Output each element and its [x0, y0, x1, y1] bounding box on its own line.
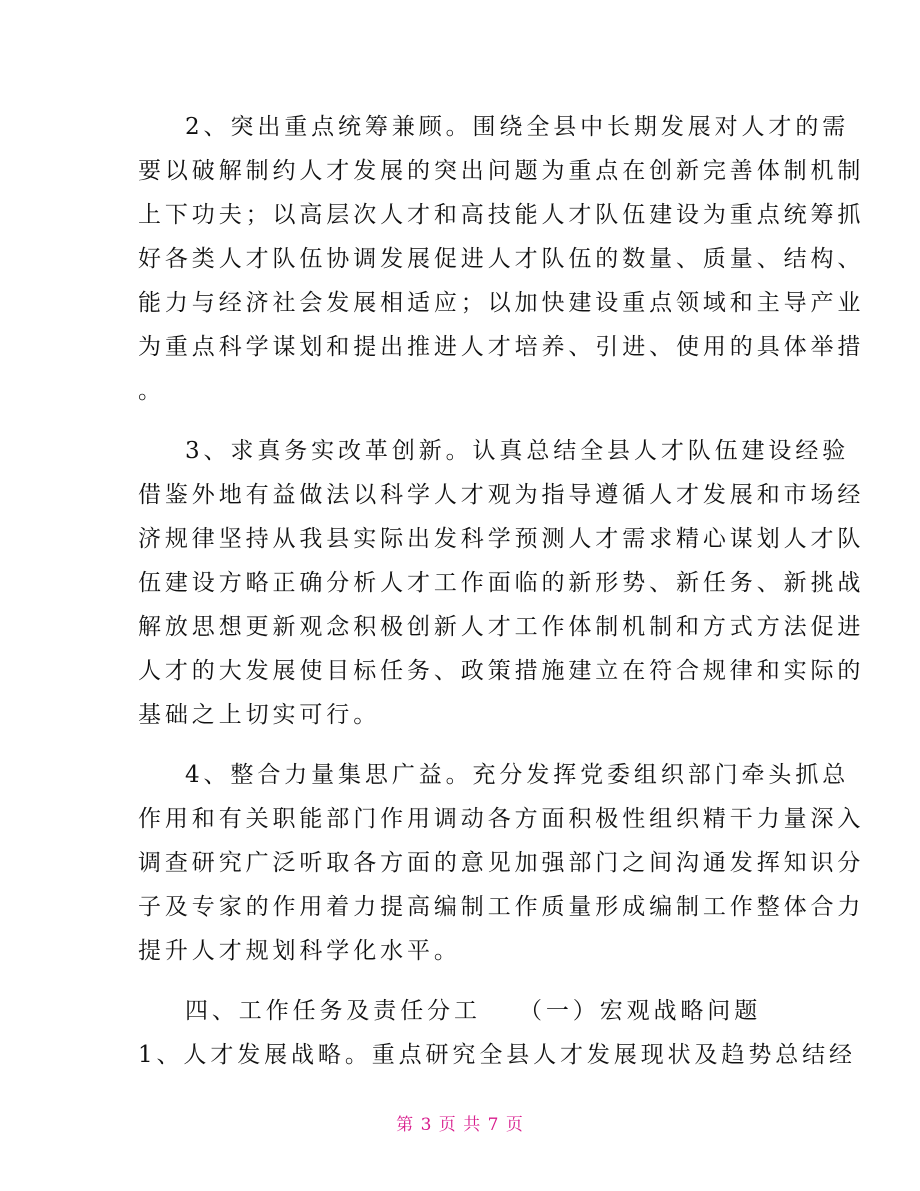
paragraph-line: 调查研究广泛听取各方面的意见加强部门之间沟通发挥知识分 — [138, 850, 865, 876]
paragraph-line: 为重点科学谋划和提出推进人才培养、引进、使用的具体举措 — [138, 334, 865, 360]
paragraph-line: 能力与经济社会发展相适应；以加快建设重点领域和主导产业 — [138, 290, 865, 316]
paragraph-line: 提升人才规划科学化水平。 — [138, 938, 461, 964]
paragraph-line: 。 — [138, 378, 165, 404]
paragraph-line: 解放思想更新观念积极创新人才工作体制机制和方式方法促进 — [138, 614, 865, 640]
paragraph-line: 借鉴外地有益做法以科学人才观为指导遵循人才发展和市场经 — [138, 482, 865, 508]
paragraph-line: 人才的大发展使目标任务、政策措施建立在符合规律和实际的 — [138, 658, 865, 684]
paragraph-line: 作用和有关职能部门作用调动各方面积极性组织精干力量深入 — [138, 806, 865, 832]
paragraph-line: 上下功夫；以高层次人才和高技能人才队伍建设为重点统筹抓 — [138, 202, 865, 228]
paragraph-line: 伍建设方略正确分析人才工作面临的新形势、新任务、新挑战 — [138, 570, 865, 596]
page-number-footer: 第 3 页 共 7 页 — [396, 1115, 524, 1135]
paragraph-line: 2、突出重点统筹兼顾。围绕全县中长期发展对人才的需 — [185, 114, 850, 140]
paragraph-line: 好各类人才队伍协调发展促进人才队伍的数量、质量、结构、 — [138, 246, 865, 272]
paragraph-line: 济规律坚持从我县实际出发科学预测人才需求精心谋划人才队 — [138, 526, 865, 552]
paragraph-line: 3、求真务实改革创新。认真总结全县人才队伍建设经验 — [185, 438, 850, 464]
section-heading: 四、工作任务及责任分工 （一）宏观战略问题 — [185, 998, 762, 1024]
paragraph-line: 子及专家的作用着力提高编制工作质量形成编制工作整体合力 — [138, 894, 865, 920]
paragraph-line: 1、人才发展战略。重点研究全县人才发展现状及趋势总结经 — [138, 1042, 856, 1068]
paragraph-line: 4、整合力量集思广益。充分发挥党委组织部门牵头抓总 — [185, 762, 850, 788]
paragraph-line: 要以破解制约人才发展的突出问题为重点在创新完善体制机制 — [138, 158, 865, 184]
paragraph-line: 基础之上切实可行。 — [138, 702, 381, 728]
